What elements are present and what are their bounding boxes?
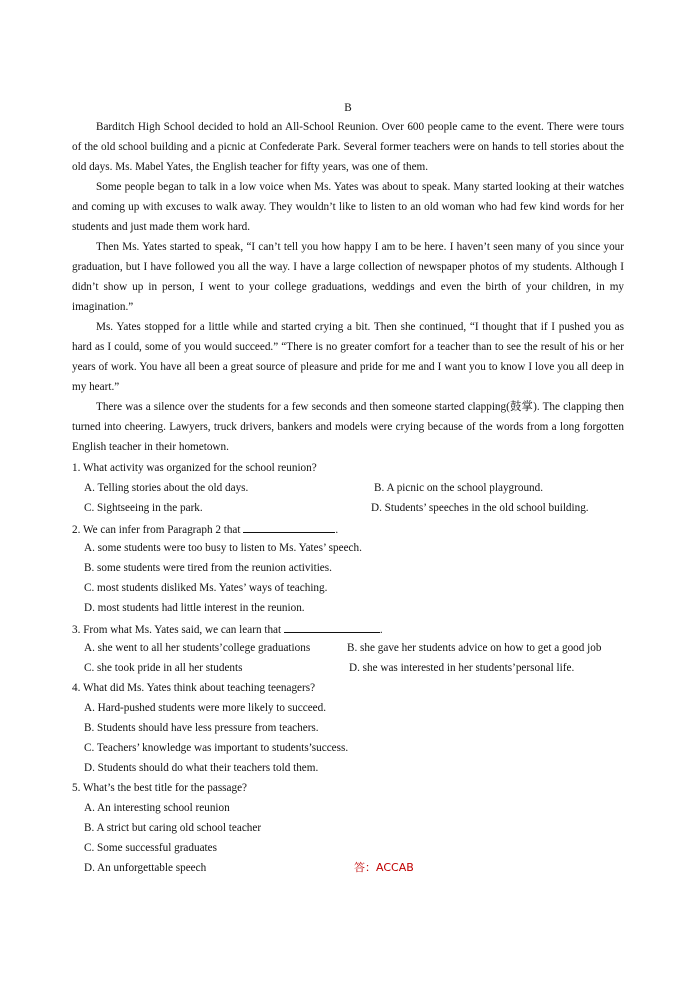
question-4-option-b: B. Students should have less pressure from teachers. [84,722,319,734]
answer-key: 答：ACCAB [354,861,414,874]
question-1-option-d: D. Students’ speeches in the old school building. [371,502,589,514]
question-1-stem: 1. What activity was organized for the school reunion? [72,462,317,474]
passage-paragraph-3: Then Ms. Yates started to speak, “I can’t tell you how happy I am to be here. I haven’t seen many of you since your graduation, but I have followed you all the way. I have a large collection of newspaper photos of my students. Although I didn’t show up in person, I went to your college graduations, weddings and even the birth of your children, in my imagination.” [72,241,624,313]
question-4-option-a: A. Hard-pushed students were more likely to succeed. [84,702,327,714]
question-3-option-d: D. she was interested in her students’personal life. [349,662,575,674]
question-4-stem: 4. What did Ms. Yates think about teaching teenagers? [72,682,316,694]
question-2-stem-text: 2. We can infer from Paragraph 2 that [72,524,241,536]
question-3-option-c: C. she took pride in all her students [84,662,243,674]
question-3-stem-end: . [379,624,383,636]
question-5-stem: 5. What’s the best title for the passage? [72,782,248,794]
passage-paragraph-5: There was a silence over the students for a few seconds and then someone started clapping(鼓掌). The clapping then turned into cheering. Lawyers, truck drivers, bankers and models were crying because of the words from a long forgotten English teacher in their hometown. [72,401,624,453]
question-2-option-b: B. some students were tired from the reunion activities. [84,562,332,574]
question-5-option-b: B. A strict but caring old school teacher [84,822,262,834]
question-5-option-d: D. An unforgettable speech [84,862,207,874]
question-2-option-a: A. some students were too busy to listen to Ms. Yates’ speech. [84,542,362,554]
question-5-option-a: A. An interesting school reunion [84,802,230,814]
section-label: B [344,102,352,114]
question-2-option-d: D. most students had little interest in the reunion. [84,602,305,614]
passage-paragraph-4: Ms. Yates stopped for a little while and started crying a bit. Then she continued, “I thought that if I pushed you as hard as I could, some of you would succeed.” “There is no greater comfort for a teacher than to see the result of his or her years of work. You have all been a great source of pleasure and pride for me and I want you to know I love you all deep in my heart.” [72,321,624,393]
question-1-option-c: C. Sightseeing in the park. [84,502,203,514]
question-1-option-a: A. Telling stories about the old days. [84,482,249,494]
question-4-option-d: D. Students should do what their teachers told them. [84,762,319,774]
question-3-option-a: A. she went to all her students’college graduations [84,642,311,654]
question-2-blank [243,521,335,533]
passage-paragraph-2: Some people began to talk in a low voice when Ms. Yates was about to speak. Many started looking at their watches and coming up with excuses to walk away. They wouldn’t like to listen to an old woman who had few kind words for her students and just made them work hard. [72,181,624,233]
question-1-option-b: B. A picnic on the school playground. [374,482,544,494]
passage-paragraph-1: Barditch High School decided to hold an All-School Reunion. Over 600 people came to the event. There were tours of the old school building and a picnic at Confederate Park. Several former teachers were on hands to tell stories about the old days. Ms. Mabel Yates, the English teacher for fifty years, was one of them. [72,121,624,173]
question-3-stem-text: 3. From what Ms. Yates said, we can learn that [72,624,282,636]
question-4-option-c: C. Teachers’ knowledge was important to students’success. [84,742,349,754]
question-2-stem [72,521,338,537]
question-5-option-c: C. Some successful graduates [84,842,217,854]
question-3-option-b: B. she gave her students advice on how to get a good job [347,642,602,654]
question-2-option-c: C. most students disliked Ms. Yates’ ways of teaching. [84,582,328,594]
question-2-stem-end: . [335,524,339,536]
question-3-blank [284,621,380,633]
question-3-stem [72,621,383,637]
